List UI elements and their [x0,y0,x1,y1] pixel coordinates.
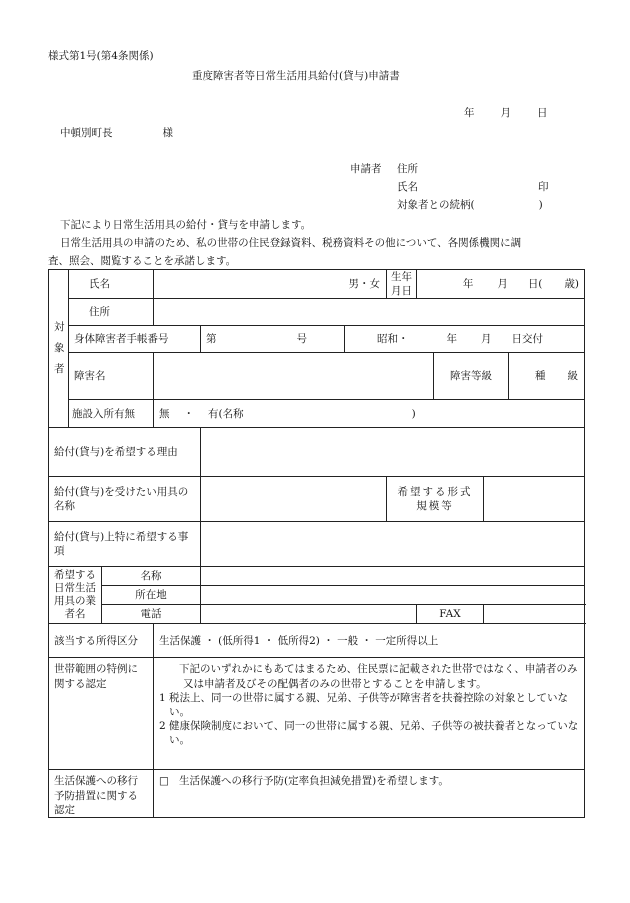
household-exception-content [154,658,585,770]
special-request-label: 給付(貸与)上特に希望する事項 [49,522,201,567]
item-name-label: 給付(貸与)を受けたい用具の名称 [49,477,201,522]
reason-field[interactable] [201,428,585,477]
disability-field[interactable] [154,353,434,400]
reason-label: 給付(貸与)を希望する理由 [49,428,201,477]
subject-name-label: 氏名 [69,270,154,299]
subject-address-label: 住所 [69,299,154,326]
spec-label: 希望する形式規模等 [387,477,484,522]
item-name-field[interactable] [201,477,387,522]
disability-label: 障害名 [69,353,154,400]
grade-label: 障害等級 [434,353,509,400]
subject-group-label: 対 象 者 [49,270,69,428]
special-request-field[interactable] [201,522,585,567]
welfare-checkbox[interactable]: □ [159,775,169,788]
applicant-label: 申請者 [350,163,382,175]
household-checkbox[interactable] [159,662,179,676]
spec-field[interactable] [484,477,585,522]
facility-label: 施設入所有無 [69,400,154,428]
vendor-fax-field[interactable] [484,605,585,624]
date-year-label: 年 [464,107,475,119]
income-category-options[interactable]: 生活保護 ・ (低所得1 ・ 低所得2) ・ 一般 ・ 一定所得以上 [154,624,585,658]
handbook-issue-date[interactable]: 昭和・ 年 月 日交付 [345,326,585,353]
honorific: 様 [162,127,173,139]
vendor-address-field[interactable] [201,586,585,605]
vendor-address-label: 所在地 [102,586,201,605]
vendor-tel-label: 電話 [102,605,201,624]
grade-field[interactable]: 種 級 [509,353,585,400]
vendor-name-label: 名称 [102,567,201,586]
handbook-label: 身体障害者手帳番号 [69,326,201,353]
addressee: 中頓別町長 [60,127,113,139]
subject-address-field[interactable] [154,299,585,326]
intro-line-2a: 日常生活用具の申請のため、私の世帯の住民登録資料、税務資料その他について、各関係機関に調 [60,237,522,249]
date-line [464,106,548,120]
applicant-name-label: 氏名 [397,181,418,193]
household-item-1: 1 税法上、同一の世帯に属する親、兄弟、子供等が障害者を扶養控除の対象としていない。 [159,691,569,718]
vendor-group-label: 希望する日常生活用具の業者名 [49,567,102,624]
intro-line-1: 下記により日常生活用具の給付・貸与を申請します。 [60,219,312,231]
form-title: 重度障害者等日常生活用具給付(貸与)申請書 [192,70,400,82]
addressee-line [60,126,173,140]
welfare-text: 生活保護への移行予防(定率負担減免措置)を希望します。 [179,775,449,788]
seal-mark: 印 [538,181,549,193]
dob-label: 生年月日 [387,270,417,299]
date-month-label: 月 [500,107,511,119]
sex-options: 男・女 [348,278,380,291]
household-exception-label: 世帯範囲の特例に関する認定 [49,658,154,770]
intro-line-2b: 査、照会、閲覧することを承諾します。 [48,255,237,267]
vendor-name-field[interactable] [201,567,585,586]
subject-name-field[interactable] [154,270,387,299]
household-item-2: 2 健康保険制度において、同一の世帯に属する親、兄弟、子供等の被扶養者となっていない。 [159,720,579,747]
date-day-label: 日 [537,107,548,119]
household-text: 下記のいずれかにもあてはまるため、住民票に記載された世帯ではなく、申請者のみ又は申請者及びその配偶者のみの世帯とすることを申請します。 [179,663,578,690]
welfare-prevention-label: 生活保護への移行予防措置に関する認定 [49,770,154,818]
application-table [48,269,585,818]
income-category-label: 該当する所得区分 [49,624,154,658]
vendor-tel-field[interactable] [201,605,417,624]
welfare-prevention-content [154,770,585,818]
dob-field[interactable]: 年 月 日( 歳) [417,270,585,299]
relation-label: 対象者との続柄( ) [397,199,543,211]
form-number: 様式第1号(第4条関係) [48,50,154,62]
handbook-number-field[interactable]: 第 号 [201,326,345,353]
vendor-fax-label: FAX [417,605,484,624]
facility-field[interactable]: 無 ・ 有(名称 ) [154,400,585,428]
applicant-address-label: 住所 [397,163,418,175]
